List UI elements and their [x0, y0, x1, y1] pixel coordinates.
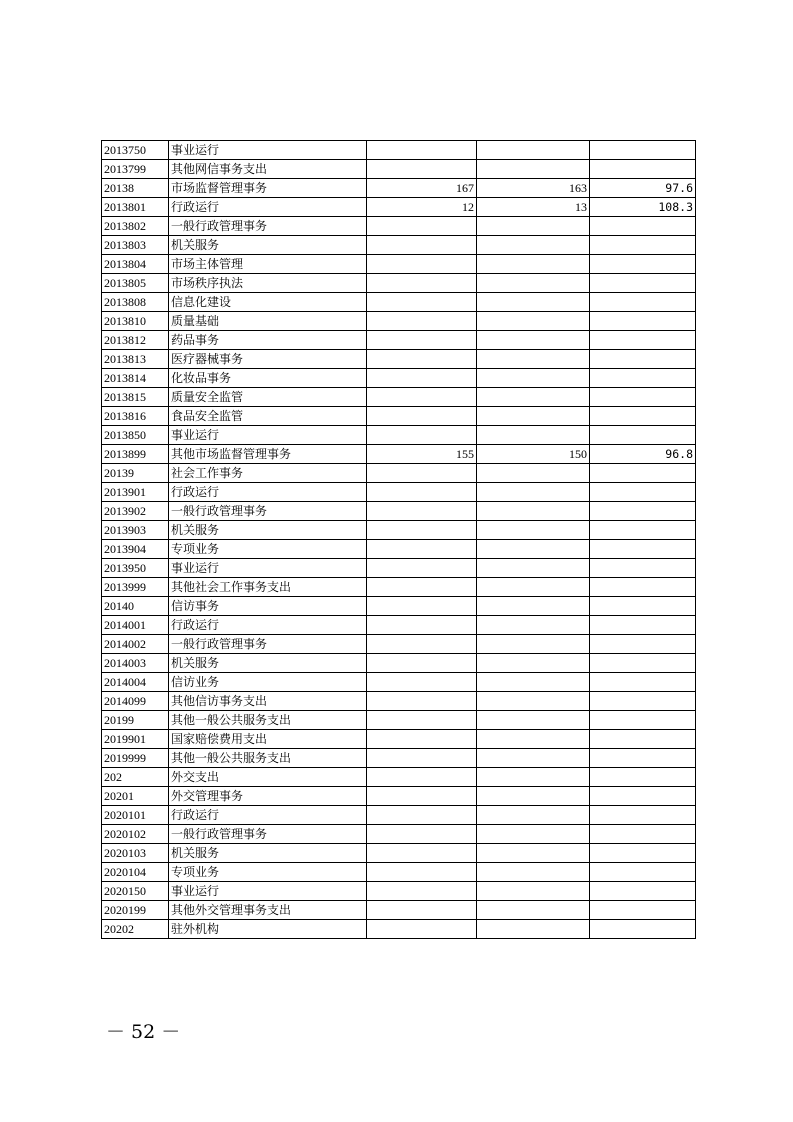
subject-code-cell: 20201 — [102, 787, 169, 806]
subject-code-cell: 20138 — [102, 179, 169, 198]
subject-name-cell: 其他一般公共服务支出 — [169, 711, 367, 730]
percent-cell — [590, 749, 696, 768]
subject-name-cell: 其他信访事务支出 — [169, 692, 367, 711]
table-row — [102, 312, 696, 331]
value-2-cell — [477, 730, 590, 749]
value-2-cell — [477, 692, 590, 711]
table-row — [102, 901, 696, 920]
table-row — [102, 863, 696, 882]
value-1-cell — [367, 654, 477, 673]
value-2-cell — [477, 578, 590, 597]
value-2-cell — [477, 502, 590, 521]
subject-code-cell: 2014001 — [102, 616, 169, 635]
value-1-cell — [367, 369, 477, 388]
percent-cell — [590, 483, 696, 502]
subject-name-cell: 社会工作事务 — [169, 464, 367, 483]
subject-name-cell: 其他网信事务支出 — [169, 160, 367, 179]
table-row — [102, 407, 696, 426]
value-2-cell — [477, 711, 590, 730]
value-2-cell — [477, 673, 590, 692]
percent-cell — [590, 407, 696, 426]
subject-name-cell: 外交管理事务 — [169, 787, 367, 806]
subject-name-cell: 事业运行 — [169, 141, 367, 160]
subject-name-cell: 机关服务 — [169, 844, 367, 863]
value-2-cell — [477, 635, 590, 654]
subject-code-cell: 20139 — [102, 464, 169, 483]
table-row — [102, 198, 696, 217]
percent-cell — [590, 255, 696, 274]
percent-cell — [590, 521, 696, 540]
percent-cell — [590, 369, 696, 388]
value-1-cell — [367, 787, 477, 806]
subject-name-cell: 市场秩序执法 — [169, 274, 367, 293]
subject-name-cell: 机关服务 — [169, 521, 367, 540]
percent-cell — [590, 331, 696, 350]
table-row — [102, 179, 696, 198]
percent-cell — [590, 236, 696, 255]
percent-cell — [590, 464, 696, 483]
table-row — [102, 502, 696, 521]
subject-name-cell: 专项业务 — [169, 540, 367, 559]
percent-cell — [590, 730, 696, 749]
value-2-cell — [477, 160, 590, 179]
table-row — [102, 540, 696, 559]
value-1-cell — [367, 293, 477, 312]
subject-name-cell: 信息化建设 — [169, 293, 367, 312]
table-row — [102, 616, 696, 635]
value-1-cell — [367, 274, 477, 293]
value-1-cell — [367, 312, 477, 331]
table-row — [102, 426, 696, 445]
value-1-cell — [367, 730, 477, 749]
value-1-cell — [367, 616, 477, 635]
percent-cell — [590, 559, 696, 578]
table-row — [102, 825, 696, 844]
percent-cell — [590, 388, 696, 407]
table-row — [102, 787, 696, 806]
subject-name-cell: 其他外交管理事务支出 — [169, 901, 367, 920]
value-2-cell — [477, 369, 590, 388]
percent-cell — [590, 635, 696, 654]
value-2-cell: 150 — [477, 445, 590, 464]
percent-cell — [590, 768, 696, 787]
percent-cell — [590, 274, 696, 293]
subject-code-cell: 2013904 — [102, 540, 169, 559]
subject-name-cell: 事业运行 — [169, 559, 367, 578]
percent-cell — [590, 806, 696, 825]
subject-name-cell: 专项业务 — [169, 863, 367, 882]
subject-code-cell: 2013902 — [102, 502, 169, 521]
value-2-cell — [477, 331, 590, 350]
subject-code-cell: 202 — [102, 768, 169, 787]
subject-code-cell: 2020150 — [102, 882, 169, 901]
percent-cell — [590, 350, 696, 369]
table-row — [102, 445, 696, 464]
value-2-cell — [477, 844, 590, 863]
value-1-cell — [367, 806, 477, 825]
subject-code-cell: 2020103 — [102, 844, 169, 863]
value-2-cell — [477, 616, 590, 635]
subject-code-cell: 2013816 — [102, 407, 169, 426]
percent-cell — [590, 711, 696, 730]
value-2-cell — [477, 388, 590, 407]
value-1-cell — [367, 882, 477, 901]
subject-name-cell: 机关服务 — [169, 654, 367, 673]
subject-code-cell: 2020101 — [102, 806, 169, 825]
subject-code-cell: 2013804 — [102, 255, 169, 274]
subject-code-cell: 2013903 — [102, 521, 169, 540]
subject-code-cell: 2020104 — [102, 863, 169, 882]
subject-code-cell: 2013899 — [102, 445, 169, 464]
subject-name-cell: 一般行政管理事务 — [169, 502, 367, 521]
value-2-cell — [477, 540, 590, 559]
subject-name-cell: 其他社会工作事务支出 — [169, 578, 367, 597]
value-1-cell — [367, 464, 477, 483]
subject-name-cell: 行政运行 — [169, 483, 367, 502]
table-row — [102, 388, 696, 407]
value-1-cell — [367, 901, 477, 920]
subject-name-cell: 医疗器械事务 — [169, 350, 367, 369]
table-row — [102, 217, 696, 236]
percent-cell: 108.3 — [590, 198, 696, 217]
value-1-cell: 12 — [367, 198, 477, 217]
value-2-cell — [477, 521, 590, 540]
value-1-cell — [367, 350, 477, 369]
subject-code-cell: 2013812 — [102, 331, 169, 350]
page-number: － 52 － — [106, 1021, 181, 1043]
value-1-cell: 155 — [367, 445, 477, 464]
percent-cell — [590, 673, 696, 692]
value-1-cell — [367, 236, 477, 255]
table-row — [102, 635, 696, 654]
subject-code-cell: 2013815 — [102, 388, 169, 407]
value-2-cell — [477, 863, 590, 882]
value-1-cell — [367, 578, 477, 597]
subject-code-cell: 2019999 — [102, 749, 169, 768]
percent-cell — [590, 901, 696, 920]
value-1-cell — [367, 863, 477, 882]
value-1-cell — [367, 673, 477, 692]
value-1-cell — [367, 331, 477, 350]
value-1-cell — [367, 559, 477, 578]
subject-code-cell: 2013802 — [102, 217, 169, 236]
table-row — [102, 483, 696, 502]
subject-code-cell: 2013803 — [102, 236, 169, 255]
percent-cell — [590, 920, 696, 939]
value-1-cell — [367, 749, 477, 768]
value-1-cell: 167 — [367, 179, 477, 198]
table-row — [102, 559, 696, 578]
percent-cell: 97.6 — [590, 179, 696, 198]
value-1-cell — [367, 217, 477, 236]
subject-name-cell: 机关服务 — [169, 236, 367, 255]
subject-code-cell: 2013850 — [102, 426, 169, 445]
value-2-cell — [477, 920, 590, 939]
value-1-cell — [367, 388, 477, 407]
table-row — [102, 768, 696, 787]
percent-cell — [590, 217, 696, 236]
table-row — [102, 160, 696, 179]
table-row — [102, 350, 696, 369]
subject-code-cell: 2013801 — [102, 198, 169, 217]
subject-name-cell: 信访事务 — [169, 597, 367, 616]
value-2-cell — [477, 787, 590, 806]
percent-cell — [590, 882, 696, 901]
value-1-cell — [367, 825, 477, 844]
table-row — [102, 293, 696, 312]
table-row — [102, 692, 696, 711]
subject-name-cell: 驻外机构 — [169, 920, 367, 939]
percent-cell — [590, 825, 696, 844]
table-row — [102, 711, 696, 730]
subject-name-cell: 事业运行 — [169, 882, 367, 901]
value-1-cell — [367, 692, 477, 711]
percent-cell — [590, 293, 696, 312]
table-row — [102, 578, 696, 597]
value-2-cell — [477, 806, 590, 825]
table-row — [102, 730, 696, 749]
subject-code-cell: 20202 — [102, 920, 169, 939]
percent-cell — [590, 616, 696, 635]
subject-name-cell: 行政运行 — [169, 806, 367, 825]
value-2-cell — [477, 464, 590, 483]
value-1-cell — [367, 141, 477, 160]
value-1-cell — [367, 502, 477, 521]
subject-code-cell: 2013799 — [102, 160, 169, 179]
percent-cell — [590, 426, 696, 445]
table-row — [102, 749, 696, 768]
value-1-cell — [367, 635, 477, 654]
subject-code-cell: 2014004 — [102, 673, 169, 692]
percent-cell — [590, 863, 696, 882]
percent-cell — [590, 540, 696, 559]
table-row — [102, 464, 696, 483]
subject-name-cell: 食品安全监管 — [169, 407, 367, 426]
table-row — [102, 236, 696, 255]
table-row — [102, 255, 696, 274]
percent-cell — [590, 692, 696, 711]
value-2-cell — [477, 141, 590, 160]
value-2-cell — [477, 882, 590, 901]
value-1-cell — [367, 407, 477, 426]
value-2-cell — [477, 312, 590, 331]
value-2-cell — [477, 236, 590, 255]
value-1-cell — [367, 483, 477, 502]
subject-code-cell: 2014003 — [102, 654, 169, 673]
value-2-cell — [477, 749, 590, 768]
subject-name-cell: 药品事务 — [169, 331, 367, 350]
value-1-cell — [367, 160, 477, 179]
subject-name-cell: 一般行政管理事务 — [169, 217, 367, 236]
value-2-cell — [477, 825, 590, 844]
percent-cell — [590, 578, 696, 597]
percent-cell — [590, 844, 696, 863]
table-row — [102, 521, 696, 540]
percent-cell — [590, 141, 696, 160]
value-2-cell: 13 — [477, 198, 590, 217]
subject-name-cell: 行政运行 — [169, 616, 367, 635]
subject-name-cell: 事业运行 — [169, 426, 367, 445]
table-row — [102, 274, 696, 293]
table-row — [102, 806, 696, 825]
value-2-cell — [477, 255, 590, 274]
table-row — [102, 369, 696, 388]
value-2-cell — [477, 407, 590, 426]
value-2-cell — [477, 559, 590, 578]
subject-code-cell: 2020102 — [102, 825, 169, 844]
subject-name-cell: 一般行政管理事务 — [169, 825, 367, 844]
value-2-cell — [477, 768, 590, 787]
value-2-cell — [477, 901, 590, 920]
value-2-cell — [477, 350, 590, 369]
value-1-cell — [367, 255, 477, 274]
percent-cell — [590, 787, 696, 806]
subject-name-cell: 化妆品事务 — [169, 369, 367, 388]
budget-table — [101, 140, 696, 939]
subject-name-cell: 其他一般公共服务支出 — [169, 749, 367, 768]
subject-code-cell: 2013950 — [102, 559, 169, 578]
value-1-cell — [367, 597, 477, 616]
subject-code-cell: 2019901 — [102, 730, 169, 749]
subject-code-cell: 20140 — [102, 597, 169, 616]
percent-cell — [590, 654, 696, 673]
subject-code-cell: 2013901 — [102, 483, 169, 502]
subject-name-cell: 国家赔偿费用支出 — [169, 730, 367, 749]
table-row — [102, 673, 696, 692]
value-2-cell — [477, 597, 590, 616]
subject-code-cell: 2013814 — [102, 369, 169, 388]
table-row — [102, 920, 696, 939]
subject-name-cell: 一般行政管理事务 — [169, 635, 367, 654]
budget-table-body — [102, 141, 696, 939]
subject-code-cell: 2013808 — [102, 293, 169, 312]
value-2-cell — [477, 483, 590, 502]
subject-name-cell: 其他市场监督管理事务 — [169, 445, 367, 464]
subject-code-cell: 2013999 — [102, 578, 169, 597]
value-2-cell — [477, 274, 590, 293]
table-row — [102, 654, 696, 673]
percent-cell — [590, 312, 696, 331]
value-2-cell: 163 — [477, 179, 590, 198]
subject-name-cell: 市场主体管理 — [169, 255, 367, 274]
percent-cell: 96.8 — [590, 445, 696, 464]
subject-name-cell: 信访业务 — [169, 673, 367, 692]
subject-name-cell: 行政运行 — [169, 198, 367, 217]
subject-code-cell: 2014099 — [102, 692, 169, 711]
table-row — [102, 141, 696, 160]
value-2-cell — [477, 426, 590, 445]
subject-code-cell: 2013810 — [102, 312, 169, 331]
value-1-cell — [367, 711, 477, 730]
subject-code-cell: 2013813 — [102, 350, 169, 369]
percent-cell — [590, 597, 696, 616]
value-1-cell — [367, 844, 477, 863]
percent-cell — [590, 502, 696, 521]
value-1-cell — [367, 768, 477, 787]
table-row — [102, 331, 696, 350]
subject-name-cell: 质量安全监管 — [169, 388, 367, 407]
subject-code-cell: 2013805 — [102, 274, 169, 293]
subject-code-cell: 2020199 — [102, 901, 169, 920]
table-row — [102, 882, 696, 901]
subject-code-cell: 20199 — [102, 711, 169, 730]
table-row — [102, 597, 696, 616]
subject-code-cell: 2014002 — [102, 635, 169, 654]
value-1-cell — [367, 426, 477, 445]
value-1-cell — [367, 920, 477, 939]
percent-cell — [590, 160, 696, 179]
table-row — [102, 844, 696, 863]
value-1-cell — [367, 521, 477, 540]
value-2-cell — [477, 654, 590, 673]
subject-name-cell: 市场监督管理事务 — [169, 179, 367, 198]
subject-code-cell: 2013750 — [102, 141, 169, 160]
value-1-cell — [367, 540, 477, 559]
value-2-cell — [477, 217, 590, 236]
subject-name-cell: 外交支出 — [169, 768, 367, 787]
subject-name-cell: 质量基础 — [169, 312, 367, 331]
value-2-cell — [477, 293, 590, 312]
